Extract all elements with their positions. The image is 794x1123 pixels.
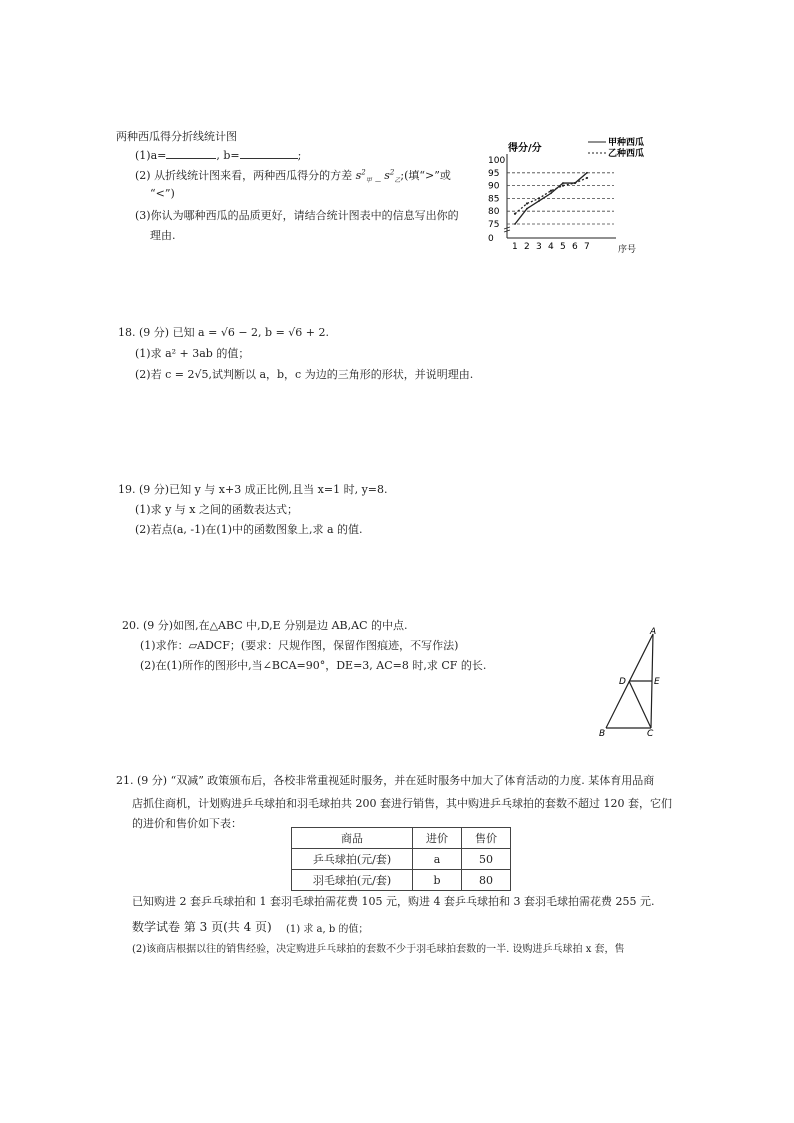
compare-blank: _ [375, 169, 381, 182]
table-cell: 80 [462, 870, 511, 891]
price-table [291, 827, 511, 891]
y-tick-label: 95 [488, 168, 500, 179]
data-point-yi [562, 185, 564, 187]
legend-label-a: 甲种西瓜 [608, 138, 645, 148]
y-tick-label: 100 [488, 156, 506, 166]
table-header-cell: 进价 [413, 828, 462, 849]
x-tick-label: 6 [572, 242, 578, 252]
y-tick-label: 0 [488, 234, 494, 244]
table-header-cell: 售价 [462, 828, 511, 849]
q19-part2: (2)若点(a, -1)在(1)中的函数图象上,求 a 的值. [135, 523, 363, 536]
q17-part1-end: ; [297, 149, 302, 162]
q21-stem-line3: 的进价和售价如下表： [132, 817, 242, 830]
data-point-yi [526, 202, 528, 204]
q20-stem: 20. (9 分)如图,在△ABC 中,D,E 分别是边 AB,AC 的中点. [122, 619, 408, 632]
y-axis-label: 得分/分 [508, 143, 542, 154]
table-cell: 乒乓球拍(元/套) [292, 849, 413, 870]
segment-dc [629, 681, 651, 728]
q20-part2: (2)在(1)所作的图形中,当∠BCA=90°，DE=3, AC=8 时,求 CF 的长. [140, 659, 487, 672]
table-cell: b [413, 870, 462, 891]
page-footer: 数学试卷 第 3 页(共 4 页) [132, 920, 272, 934]
table-header-cell: 商品 [292, 828, 413, 849]
point-label-c: C [647, 729, 654, 739]
x-tick-label: 1 [512, 242, 518, 252]
x-tick-label: 3 [536, 242, 542, 252]
data-point-jia [550, 192, 552, 194]
table-header-row [292, 828, 511, 849]
data-point-jia [514, 223, 516, 225]
answer-blank-b [240, 148, 298, 159]
variance-s-jia: $s^2_甲$ [355, 168, 372, 185]
q17-part3-line2: 理由. [150, 229, 176, 242]
q21-stem-line1: 21. (9 分) “双减” 政策颁布后，各校非常重视延时服务，并在延时服务中加大了体育活动的力度. 某体育用品商 [116, 774, 655, 787]
data-point-jia [586, 172, 588, 174]
score-line-chart [486, 136, 662, 254]
q17-part1-b: , b= [216, 149, 240, 162]
point-label-b: B [599, 729, 606, 739]
triangle-figure [594, 624, 674, 739]
q19-part1: (1)求 y 与 x 之间的函数表达式； [135, 503, 298, 516]
data-point-jia [526, 208, 528, 210]
q18-stem: 18. (9 分) 已知 a = √6 − 2, b = √6 + 2. [118, 326, 330, 339]
q17-part1-a: (1)a= [135, 149, 167, 162]
x-tick-label: 5 [560, 242, 566, 252]
q20-part1: (1)求作：▱ADCF；(要求：尺规作图，保留作图痕迹，不写作法) [140, 639, 459, 652]
point-label-a: A [650, 627, 657, 637]
series-line-jia [515, 173, 587, 224]
x-tick-label: 4 [548, 242, 554, 252]
table-cell: 50 [462, 849, 511, 870]
q17-part2-text-b: ;(填“>”或 [400, 169, 451, 182]
answer-blank-a [166, 148, 216, 159]
data-point-yi [538, 197, 540, 199]
q17-part3-line1: (3)你认为哪种西瓜的品质更好，请结合统计图表中的信息写出你的 [135, 209, 459, 222]
legend-label-b: 乙种西瓜 [608, 149, 645, 159]
q19-stem: 19. (9 分)已知 y 与 x+3 成正比例,且当 x=1 时, y=8. [118, 483, 388, 496]
data-point-yi [574, 182, 576, 184]
data-point-yi [550, 190, 552, 192]
x-tick-label: 2 [524, 242, 530, 252]
q17-part2-line1 [135, 167, 451, 184]
table-row [292, 849, 511, 870]
series-line-yi [515, 178, 587, 214]
q21-given: 已知购进 2 套乒乓球拍和 1 套羽毛球拍需花费 105 元，购进 4 套乒乓球拍和 3 套羽毛球拍需花费 255 元. [132, 895, 655, 908]
y-tick-label: 90 [488, 181, 500, 192]
variance-s-yi: $s^2_乙$ [384, 168, 401, 185]
data-point-yi [514, 213, 516, 215]
x-tick-label: 7 [584, 242, 590, 252]
q18-part1: (1)求 a² + 3ab 的值； [135, 347, 250, 360]
x-axis-label: 序号 [618, 245, 637, 254]
table-row [292, 870, 511, 891]
point-label-e: E [654, 677, 660, 687]
q17-part2-line2: “<”) [150, 187, 175, 200]
point-label-d: D [619, 677, 626, 687]
q21-part2: (2)该商店根据以往的销售经验，决定购进乒乓球拍的套数不少于羽毛球拍套数的一半. 设购进乒乓球拍 x 套，售 [132, 944, 625, 955]
y-tick-label: 75 [488, 220, 500, 230]
table-cell: a [413, 849, 462, 870]
q17-part1 [135, 148, 301, 162]
q21-stem-line2: 店抓住商机，计划购进乒乓球拍和羽毛球拍共 200 套进行销售，其中购进乒乓球拍的套数不超过 120 套，它们 [132, 797, 672, 810]
y-tick-label: 80 [488, 207, 500, 218]
table-cell: 羽毛球拍(元/套) [292, 870, 413, 891]
q17-heading: 两种西瓜得分折线统计图 [116, 130, 237, 143]
data-point-jia [562, 182, 564, 184]
y-tick-label: 85 [488, 194, 500, 205]
q21-part1: (1) 求 a, b 的值； [286, 924, 369, 935]
data-point-yi [586, 177, 588, 179]
q18-part2: (2)若 c = 2√5,试判断以 a，b，c 为边的三角形的形状，并说明理由. [135, 368, 474, 381]
q17-part2-text: (2) 从折线统计图来看，两种西瓜得分的方差 [135, 169, 353, 182]
data-point-jia [538, 200, 540, 202]
